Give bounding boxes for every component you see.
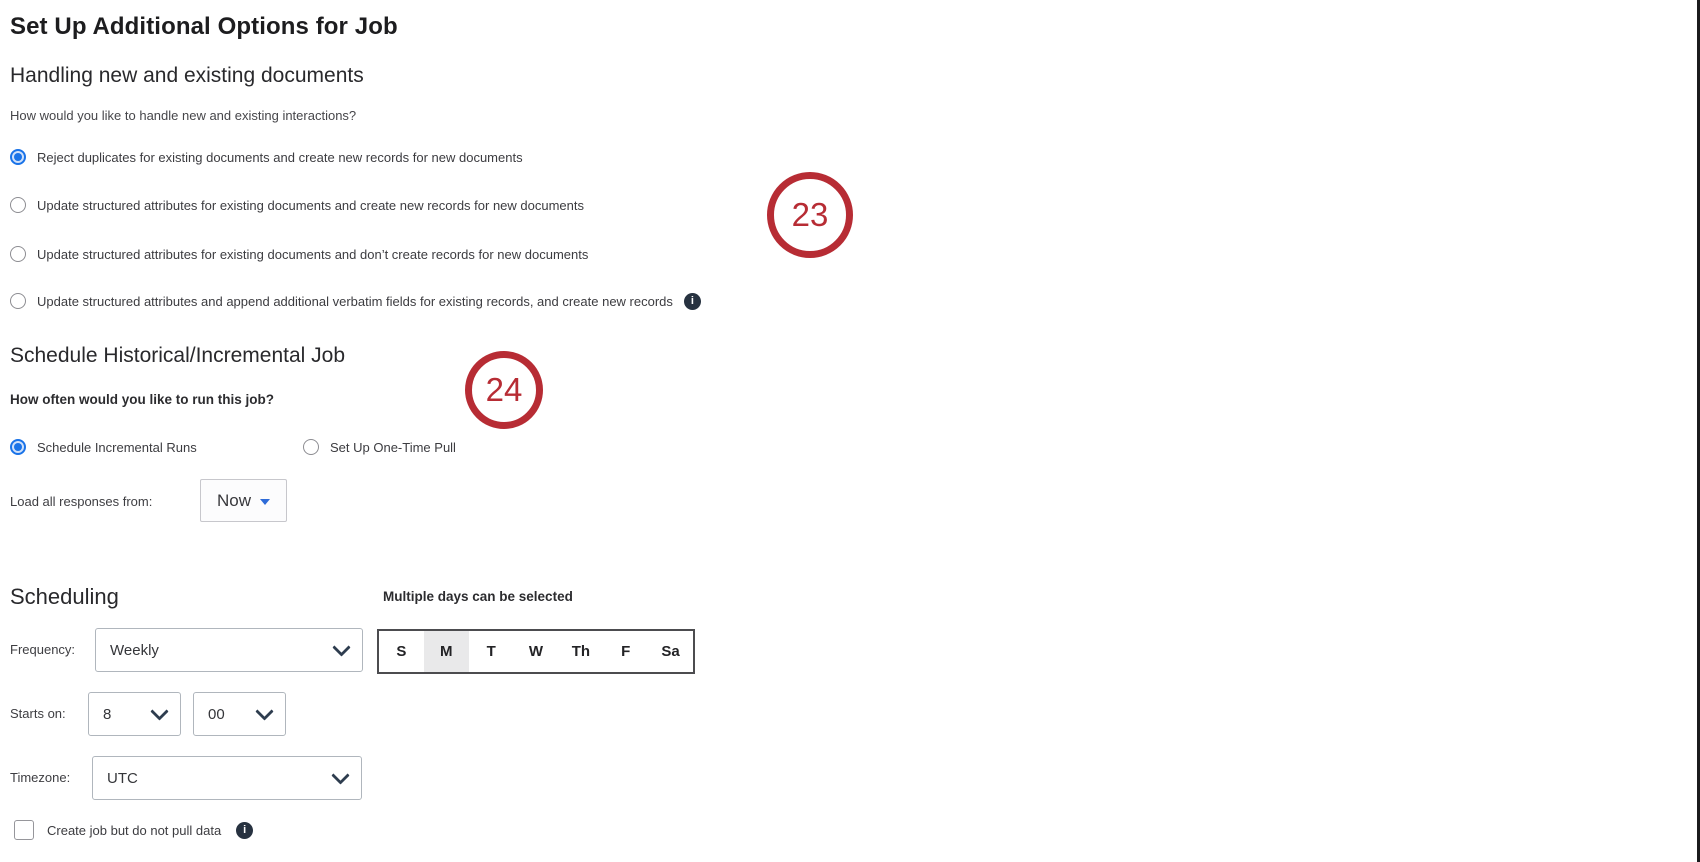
annotation-circle-24 [465,351,543,429]
day-cell-friday[interactable]: F [621,643,631,660]
day-cell-sunday[interactable]: S [396,643,407,660]
create-job-checkbox[interactable] [14,820,34,840]
frequency-value: Weekly [110,641,159,659]
load-responses-dropdown[interactable] [200,479,287,522]
timezone-value: UTC [107,769,138,787]
radio-option-schedule-incremental[interactable] [10,437,197,457]
day-cell-saturday[interactable]: Sa [661,643,680,660]
radio-option-label: Schedule Incremental Runs [37,439,197,455]
annotation-number: 23 [791,196,829,233]
annotation-circle-23 [767,172,853,258]
day-cell-wednesday[interactable]: W [528,643,544,660]
scheduling-section-heading: Scheduling [10,584,119,609]
radio-option-label: Set Up One-Time Pull [330,439,456,455]
frequency-label: Frequency: [10,642,76,657]
chevron-down-icon [150,702,168,720]
info-icon[interactable]: i [684,293,701,310]
load-responses-value: Now [216,490,251,510]
radio-button-icon[interactable] [303,439,319,455]
chevron-down-icon [332,638,350,656]
chevron-down-icon [255,702,273,720]
load-responses-label: Load all responses from: [10,494,153,509]
radio-button-icon[interactable] [10,246,26,262]
radio-option-label: Update structured attributes and append additional verbatim fields for existing records, and create new records [37,293,673,309]
radio-option-update-no-create[interactable] [10,244,588,264]
day-cell-thursday[interactable]: Th [571,643,591,660]
radio-option-label: Reject duplicates for existing documents and create new records for new documents [37,149,523,165]
starts-on-label: Starts on: [10,706,66,721]
info-icon[interactable]: i [236,822,253,839]
timezone-select[interactable] [92,756,362,800]
day-of-week-selector [377,629,695,674]
schedule-question: How often would you like to run this job? [10,392,274,407]
radio-option-one-time-pull[interactable] [303,437,456,457]
radio-button-icon[interactable] [10,439,26,455]
start-hour-select[interactable] [88,692,181,736]
caret-down-icon [260,499,270,505]
radio-button-icon[interactable] [10,149,26,165]
start-minute-select[interactable] [193,692,286,736]
multiple-days-hint: Multiple days can be selected [383,589,573,604]
handling-question: How would you like to handle new and existing interactions? [10,108,357,123]
radio-option-update-append-verbatim[interactable] [10,291,701,311]
create-job-label: Create job but do not pull data [47,822,222,838]
radio-option-reject-duplicates[interactable] [10,147,523,167]
day-cell-monday[interactable]: M [424,631,469,672]
day-cell-tuesday[interactable]: T [486,643,496,660]
create-job-row [14,820,253,840]
radio-option-label: Update structured attributes for existing documents and don’t create records for new documents [37,246,589,262]
schedule-section-heading: Schedule Historical/Incremental Job [10,344,345,367]
radio-option-update-create-new[interactable] [10,195,584,215]
start-hour-value: 8 [103,705,112,723]
chevron-down-icon [331,766,349,784]
frequency-select[interactable] [95,628,363,672]
handling-section-heading: Handling new and existing documents [10,64,364,87]
annotation-number: 24 [485,371,523,408]
timezone-label: Timezone: [10,770,71,785]
radio-button-icon[interactable] [10,293,26,309]
start-minute-value: 00 [208,705,225,723]
radio-button-icon[interactable] [10,197,26,213]
radio-option-label: Update structured attributes for existing documents and create new records for new documents [37,197,585,213]
page-title: Set Up Additional Options for Job [10,13,398,40]
